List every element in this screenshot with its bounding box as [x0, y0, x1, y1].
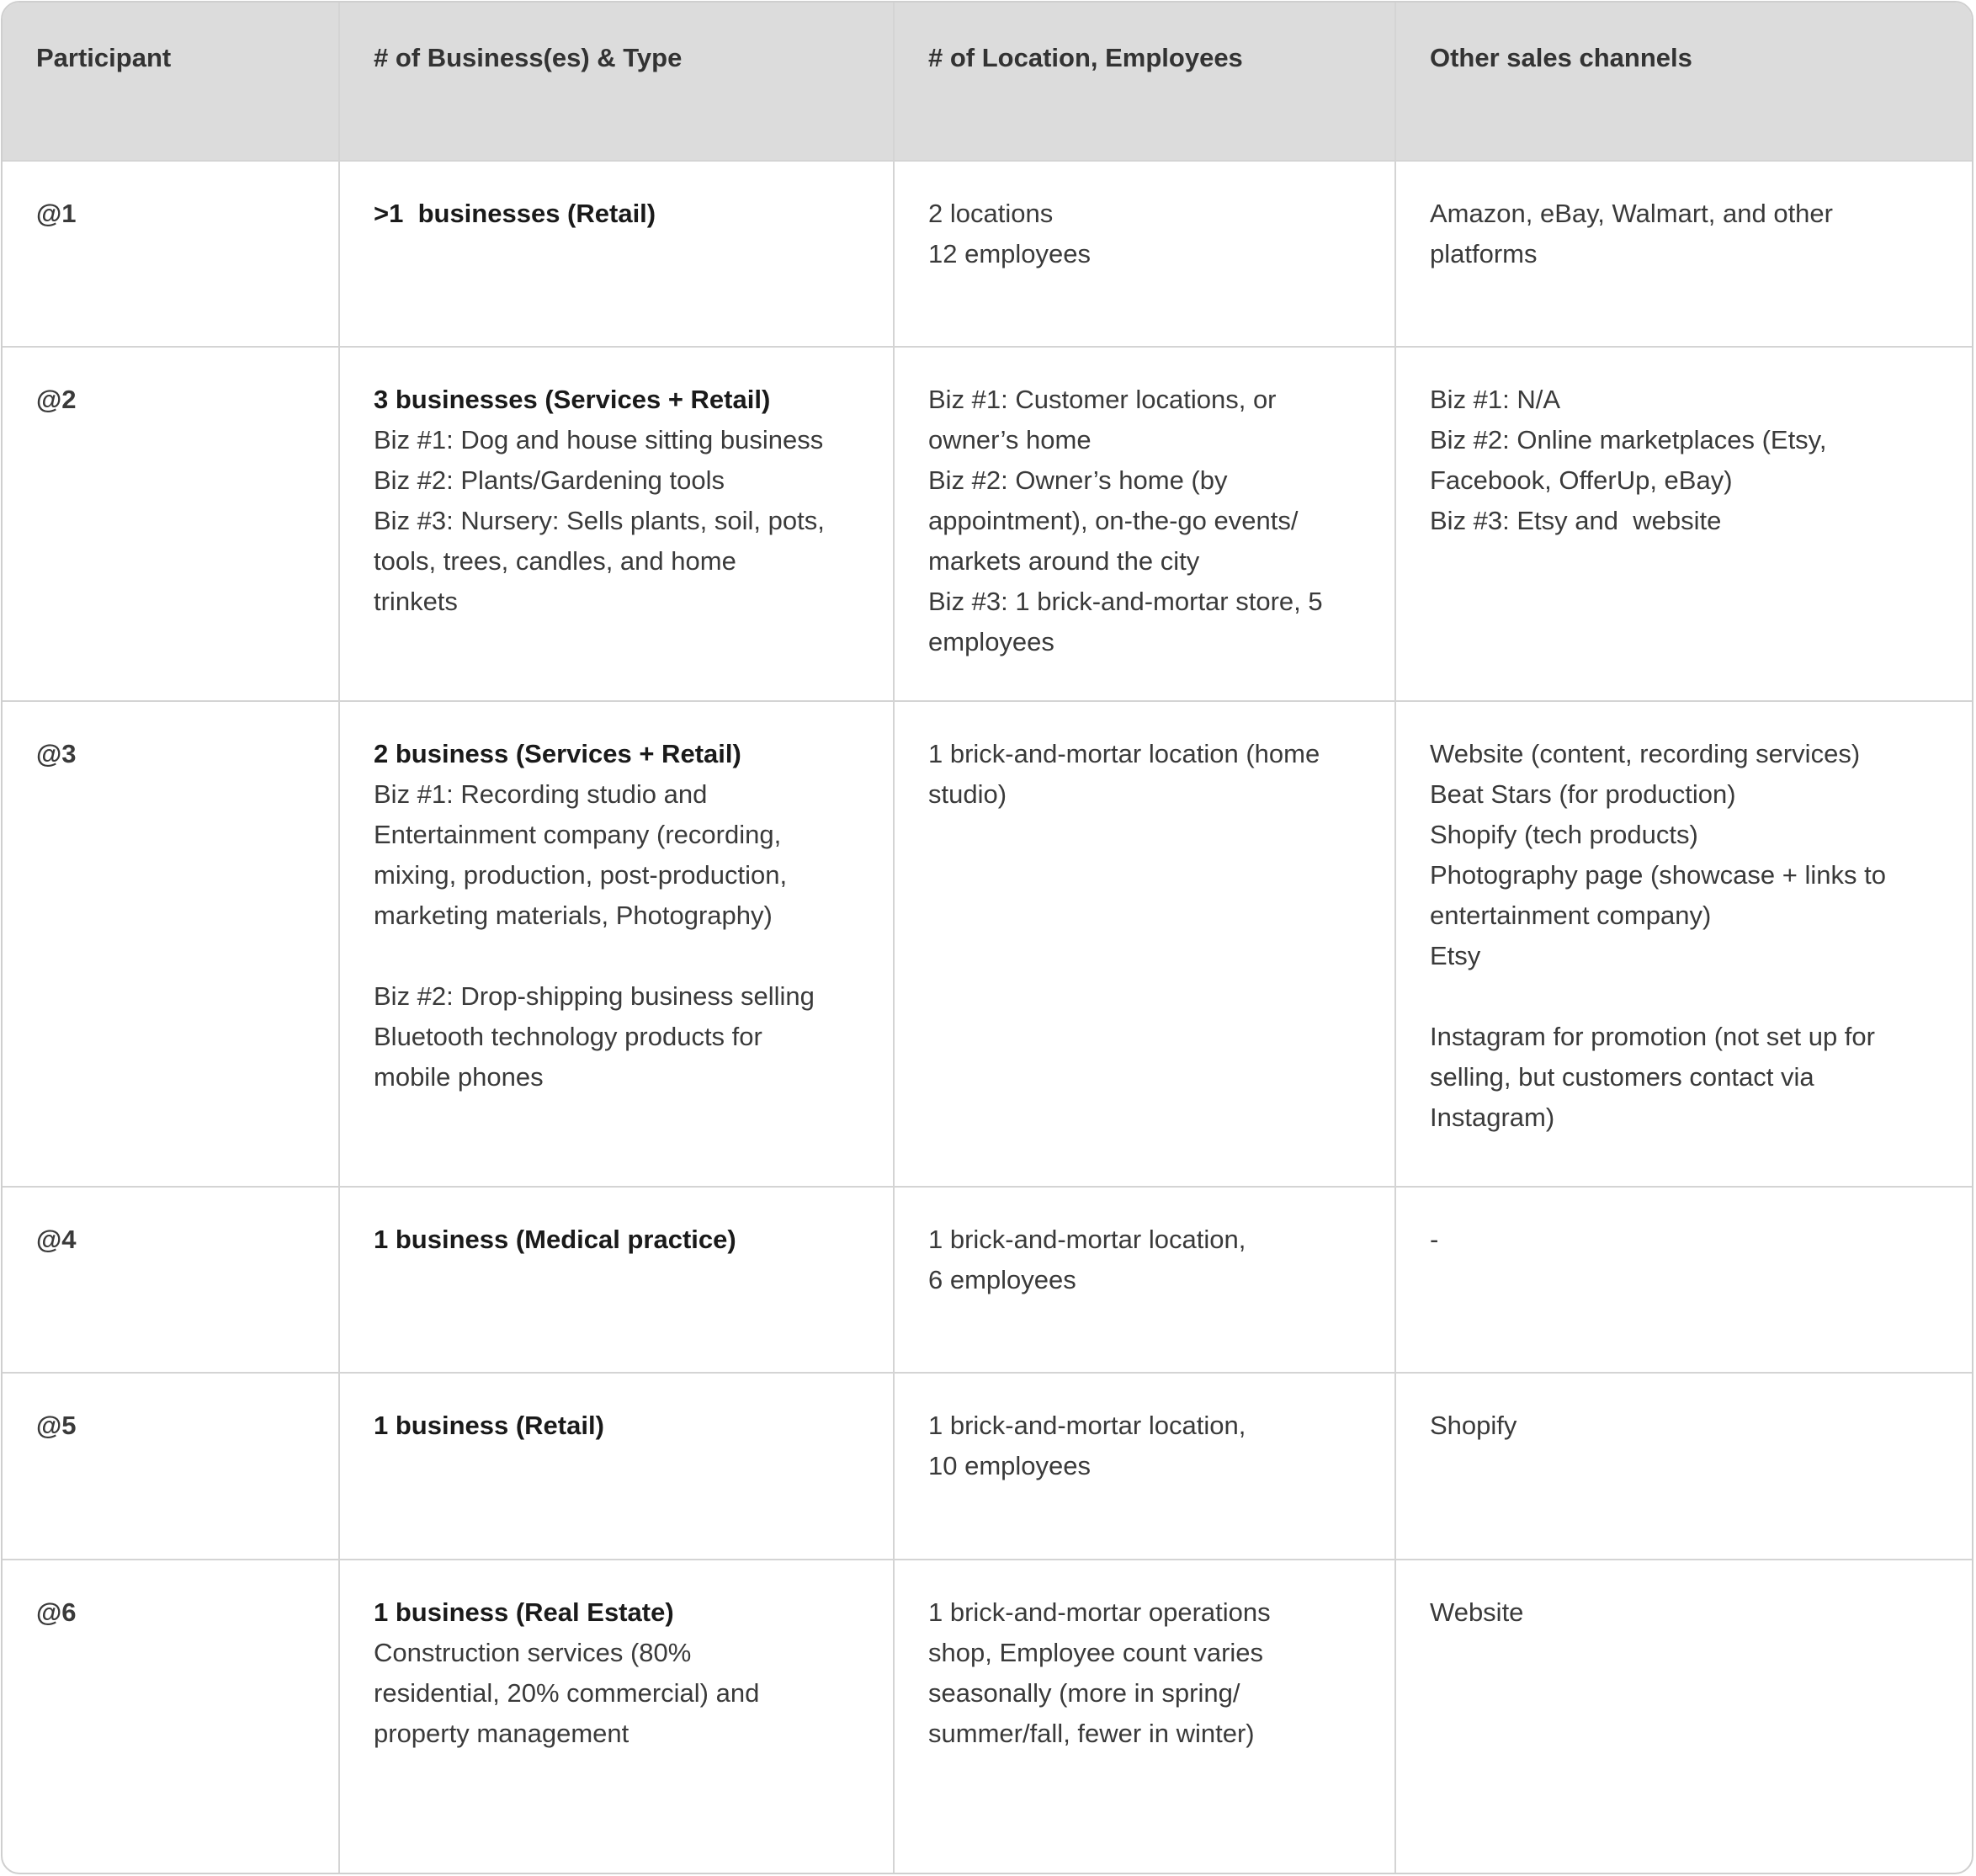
business-detail-line: trinkets [374, 587, 458, 616]
location-line: Biz #3: 1 brick-and-mortar store, 5 [928, 587, 1323, 616]
channel-line: Website [1430, 1597, 1524, 1627]
table-row [3, 1373, 1972, 1560]
participant-cell: @5 [3, 1373, 339, 1560]
location-line: 2 locations [928, 199, 1054, 228]
locations-cell [894, 1560, 1395, 1874]
channels-cell [1395, 347, 1972, 701]
table-row [3, 161, 1972, 347]
channels-cell [1395, 701, 1972, 1187]
channel-line: Instagram for promotion (not set up for [1430, 1022, 1875, 1051]
channel-line: Biz #1: N/A [1430, 385, 1561, 414]
location-line: Biz #1: Customer locations, or [928, 385, 1277, 414]
business-detail-line: Biz #1: Dog and house sitting business [374, 425, 824, 454]
business-detail-line: Biz #2: Drop-shipping business selling [374, 981, 815, 1011]
channel-line: platforms [1430, 239, 1538, 268]
location-line: appointment), on-the-go events/ [928, 506, 1299, 535]
business-detail-line: Entertainment company (recording, [374, 820, 782, 849]
channel-line: entertainment company) [1430, 901, 1712, 930]
channel-line: Biz #3: Etsy and website [1430, 506, 1722, 535]
businesses-cell [339, 1560, 894, 1874]
channels-cell [1395, 1560, 1972, 1874]
location-line: employees [928, 627, 1054, 656]
channel-line [1430, 976, 1938, 1017]
channel-line: Instagram) [1430, 1103, 1555, 1132]
location-line: 1 brick-and-mortar location (home [928, 739, 1320, 768]
participant-cell: @1 [3, 161, 339, 347]
business-detail-line: marketing materials, Photography) [374, 901, 773, 930]
business-summary: >1 businesses (Retail) [374, 199, 656, 228]
participant-cell: @6 [3, 1560, 339, 1874]
businesses-cell [339, 347, 894, 701]
header-locations: # of Location, Employees [894, 3, 1395, 161]
business-summary: 1 business (Medical practice) [374, 1225, 736, 1254]
business-detail-line: mixing, production, post-production, [374, 860, 788, 890]
table-row [3, 701, 1972, 1187]
location-line: studio) [928, 779, 1007, 809]
businesses-cell [339, 1187, 894, 1373]
channel-line: Beat Stars (for production) [1430, 779, 1736, 809]
location-line: 1 brick-and-mortar operations [928, 1597, 1271, 1627]
participants-table-container [1, 1, 1973, 1874]
table-row [3, 1187, 1972, 1373]
business-summary: 1 business (Retail) [374, 1411, 604, 1440]
channel-line: selling, but customers contact via [1430, 1062, 1814, 1092]
channel-line: Etsy [1430, 941, 1481, 970]
locations-cell [894, 701, 1395, 1187]
header-row [3, 3, 1972, 161]
channel-line: Website (content, recording services) [1430, 739, 1861, 768]
header-channels: Other sales channels [1395, 3, 1972, 161]
locations-cell [894, 161, 1395, 347]
business-detail-line: mobile phones [374, 1062, 544, 1092]
business-detail-line: Biz #2: Plants/Gardening tools [374, 465, 725, 495]
location-line: 1 brick-and-mortar location, [928, 1225, 1246, 1254]
table-row [3, 347, 1972, 701]
channel-line: Shopify (tech products) [1430, 820, 1698, 849]
locations-cell [894, 1373, 1395, 1560]
businesses-cell [339, 161, 894, 347]
channel-line: Shopify [1430, 1411, 1517, 1440]
business-summary: 1 business (Real Estate) [374, 1597, 674, 1627]
location-line: summer/fall, fewer in winter) [928, 1719, 1255, 1748]
table-row [3, 1560, 1972, 1874]
participant-cell: @3 [3, 701, 339, 1187]
location-line: shop, Employee count varies [928, 1638, 1264, 1667]
business-detail-line: residential, 20% commercial) and [374, 1678, 760, 1708]
channel-line: Biz #2: Online marketplaces (Etsy, [1430, 425, 1827, 454]
participant-cell: @4 [3, 1187, 339, 1373]
channels-cell [1395, 1187, 1972, 1373]
business-detail-line [374, 936, 859, 976]
channels-cell [1395, 1373, 1972, 1560]
business-detail-line: property management [374, 1719, 629, 1748]
location-line: seasonally (more in spring/ [928, 1678, 1240, 1708]
business-summary: 2 business (Services + Retail) [374, 739, 741, 768]
participant-cell: @2 [3, 347, 339, 701]
location-line: markets around the city [928, 546, 1200, 576]
participants-table [3, 3, 1972, 1874]
location-line: 1 brick-and-mortar location, [928, 1411, 1246, 1440]
business-detail-line: Construction services (80% [374, 1638, 692, 1667]
channels-cell [1395, 161, 1972, 347]
businesses-cell [339, 1373, 894, 1560]
business-summary: 3 businesses (Services + Retail) [374, 385, 771, 414]
businesses-cell [339, 701, 894, 1187]
location-line: 6 employees [928, 1265, 1076, 1294]
location-line: 10 employees [928, 1451, 1092, 1480]
business-detail-line: Biz #3: Nursery: Sells plants, soil, pots, [374, 506, 825, 535]
channel-line: Amazon, eBay, Walmart, and other [1430, 199, 1833, 228]
channel-line: Photography page (showcase + links to [1430, 860, 1886, 890]
business-detail-line: Bluetooth technology products for [374, 1022, 762, 1051]
location-line: 12 employees [928, 239, 1092, 268]
locations-cell [894, 347, 1395, 701]
business-detail-line: Biz #1: Recording studio and [374, 779, 708, 809]
channel-line: - [1430, 1225, 1439, 1254]
header-businesses: # of Business(es) & Type [339, 3, 894, 161]
business-detail-line: tools, trees, candles, and home [374, 546, 736, 576]
location-line: Biz #2: Owner’s home (by [928, 465, 1228, 495]
locations-cell [894, 1187, 1395, 1373]
channel-line: Facebook, OfferUp, eBay) [1430, 465, 1733, 495]
header-participant: Participant [3, 3, 339, 161]
location-line: owner’s home [928, 425, 1092, 454]
